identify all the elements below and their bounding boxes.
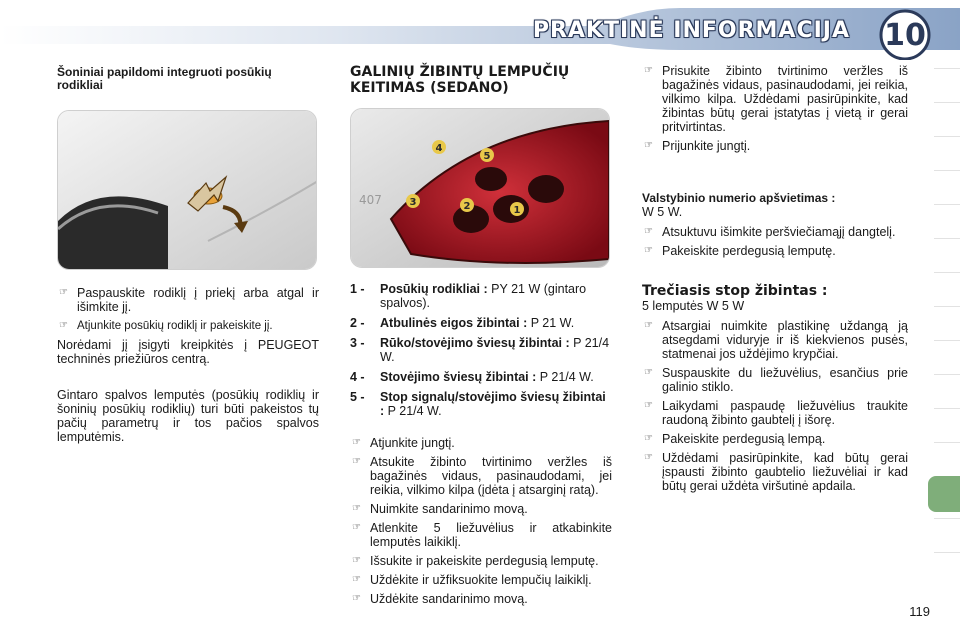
list-item: ☞ Atjunkite jungtį. [352,436,455,450]
callout-label: 4 [435,143,443,154]
hand-pointer-icon: ☞ [352,593,361,604]
column-middle [350,64,612,611]
chapter-tab[interactable] [934,408,960,442]
hand-pointer-icon: ☞ [352,574,361,585]
list-item: ☞ Atsargiai nuimkite plastikinę uždangą ją atsegdami viduryje ir iš kiekvienos pusės, statmenai jos uždėjimo krypčiai. [644,319,908,361]
hand-pointer-icon: ☞ [59,287,68,298]
rear-lamp-photo [350,108,610,268]
chapter-tab[interactable] [934,552,960,586]
callout-label: 5 [483,151,491,162]
hand-pointer-icon: ☞ [644,320,653,331]
rear-lamps-title: GALINIŲ ŽIBINTŲ LEMPUČIŲ KEITIMAS (SEDANO) [350,64,570,96]
list-item: ☞ Uždėkite ir užfiksuokite lempučių laikiklį. [352,573,592,587]
column-left [57,64,319,458]
page-number: 119 [909,604,930,619]
chapter-tab-strip [932,68,960,578]
hand-pointer-icon: ☞ [644,65,653,76]
callout-label: 3 [409,197,417,208]
list-item: ☞ Uždėkite sandarinimo movą. [352,592,528,606]
chapter-tab[interactable] [934,374,960,408]
list-item: ☞ Išsukite ir pakeiskite perdegusią lemputę. [352,554,599,568]
list-item: ☞ Paspauskite rodiklį į priekį arba atgal ir išimkite jį. [59,286,319,314]
chapter-tab[interactable] [934,340,960,374]
bulb-spec-row: 5 - Stop signalų/stovėjimo šviesų žibintai : P 21/4 W. [350,390,606,418]
hand-pointer-icon: ☞ [59,320,68,331]
hand-pointer-icon: ☞ [352,437,361,448]
list-item: ☞ Atlenkite 5 liežuvėlius ir atkabinkite lemputės laikiklį. [352,521,612,549]
plate-light-heading: Valstybinio numerio apšvietimas : [642,191,836,205]
chapter-tab[interactable] [934,136,960,170]
hand-pointer-icon: ☞ [644,452,653,463]
chapter-tab[interactable] [934,306,960,340]
bulb-spec-row: 2 - Atbulinės eigos žibintai : P 21 W. [350,316,575,330]
hand-pointer-icon: ☞ [644,140,653,151]
third-stop-light-spec: 5 lemputės W 5 W [642,299,745,313]
hand-pointer-icon: ☞ [352,503,361,514]
chapter-tab-active[interactable] [928,476,960,512]
chapter-tab[interactable] [934,170,960,204]
chapter-tab[interactable] [934,518,960,552]
chapter-tab[interactable] [934,442,960,476]
hand-pointer-icon: ☞ [352,555,361,566]
page-header [0,0,960,60]
svg-text:407: 407 [359,193,382,207]
side-indicator-photo [57,110,317,270]
chapter-tab[interactable] [934,272,960,306]
bulb-spec-row: 3 - Rūko/stovėjimo šviesų žibintai : P 21/4 W. [350,336,610,364]
hand-pointer-icon: ☞ [644,400,653,411]
list-item: ☞ Atsuktuvu išimkite peršviečiamąjį dangtelį. [644,225,896,239]
hand-pointer-icon: ☞ [352,522,361,533]
list-item: ☞ Pakeiskite perdegusią lempą. [644,432,826,446]
page-title: PRAKTINĖ INFORMACIJA [532,18,850,43]
bulb-spec-row: 1 - Posūkių rodikliai : PY 21 W (gintaro spalvos). [350,282,587,310]
hand-pointer-icon: ☞ [352,456,361,467]
list-item: ☞ Atsukite žibinto tvirtinimo veržles iš bagažinės vidaus, pasinaudodami, jei reikia, vilkimo kilpa (įdėta į atsarginį ratą). [352,455,612,497]
side-indicator-heading: Šoniniai papildomi integruoti posūkių rodikliai [57,65,272,92]
chapter-tab[interactable] [934,204,960,238]
list-item: ☞ Nuimkite sandarinimo movą. [352,502,528,516]
chapter-number-badge: 10 [884,17,926,53]
list-item: ☞ Prisukite žibinto tvirtinimo veržles iš bagažinės vidaus, pasinaudodami, jei reikia, vilkimo kilpa. Uždėdami pasirūpinkite, kad žibintas būtų gerai įstatytas į vietą ir gerai pritvirtintas. [644,64,908,134]
list-item: ☞ Prijunkite jungtį. [644,139,751,153]
third-stop-light-heading: Trečiasis stop žibintas : [642,283,828,299]
list-item: ☞ Atjunkite posūkių rodiklį ir pakeiskite jį. [59,320,273,332]
chapter-tab[interactable] [934,102,960,136]
chapter-tab[interactable] [934,238,960,272]
hand-pointer-icon: ☞ [644,433,653,444]
hand-pointer-icon: ☞ [644,226,653,237]
bulb-spec-row: 4 - Stovėjimo šviesų žibintai : P 21/4 W. [350,370,594,384]
callout-label: 2 [463,201,471,212]
list-item: ☞ Laikydami paspaudę liežuvėlius traukite raudoną žibinto gaubtelį į išorę. [644,399,908,427]
paragraph: Gintaro spalvos lemputės (posūkių rodiklių ir šoninių posūkių rodiklių) turi būti pakeistos tų pačių parametrų ir tos pačios spalvos lemputėmis. [57,388,319,444]
list-item: ☞ Pakeiskite perdegusią lemputę. [644,244,836,258]
hand-pointer-icon: ☞ [644,245,653,256]
callout-label: 1 [513,205,521,216]
paragraph: Norėdami jį įsigyti kreipkitės į PEUGEOT techninės priežiūros centrą. [57,338,319,366]
chapter-tab[interactable] [934,68,960,102]
plate-light-spec: W 5 W. [642,205,683,219]
hand-pointer-icon: ☞ [644,367,653,378]
column-right [642,64,908,498]
list-item: ☞ Uždėdami pasirūpinkite, kad būtų gerai įspausti žibinto gaubtelio liežuvėliai ir kad būtų gerai uždėta viršutinė apdaila. [644,451,908,493]
list-item: ☞ Suspauskite du liežuvėlius, esančius prie galinio stiklo. [644,366,908,394]
